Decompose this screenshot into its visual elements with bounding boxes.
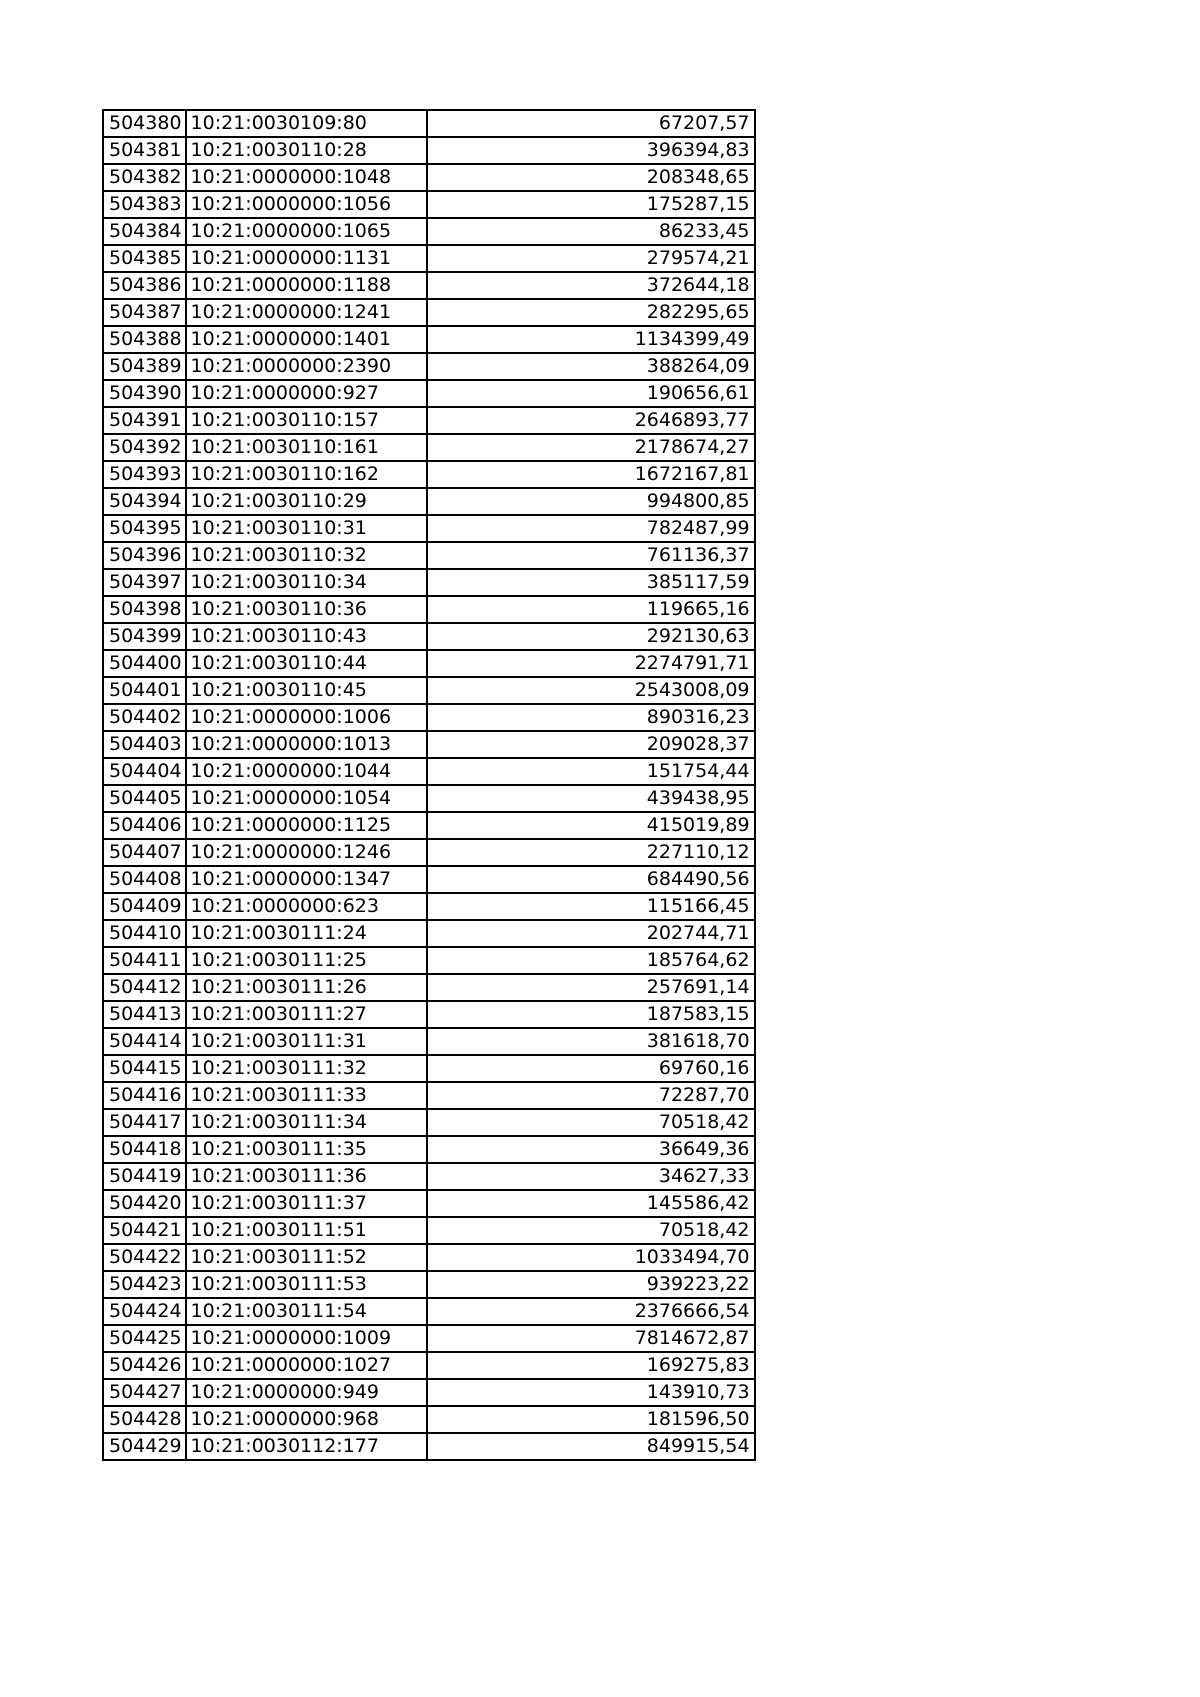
value-cell: 385117,59 <box>427 569 755 596</box>
cadastral-number-cell: 10:21:0030111:37 <box>186 1190 427 1217</box>
table-row <box>103 1055 755 1082</box>
value-cell: 439438,95 <box>427 785 755 812</box>
value-cell: 849915,54 <box>427 1433 755 1460</box>
row-number-cell: 504425 <box>103 1325 186 1352</box>
table-row <box>103 380 755 407</box>
cadastral-number-cell: 10:21:0030110:36 <box>186 596 427 623</box>
cadastral-number-cell: 10:21:0000000:1401 <box>186 326 427 353</box>
table-row <box>103 677 755 704</box>
cadastral-number-cell: 10:21:0000000:949 <box>186 1379 427 1406</box>
table-row <box>103 218 755 245</box>
row-number-cell: 504408 <box>103 866 186 893</box>
row-number-cell: 504416 <box>103 1082 186 1109</box>
row-number-cell: 504392 <box>103 434 186 461</box>
value-cell: 2543008,09 <box>427 677 755 704</box>
row-number-cell: 504420 <box>103 1190 186 1217</box>
row-number-cell: 504389 <box>103 353 186 380</box>
cadastral-number-cell: 10:21:0030112:177 <box>186 1433 427 1460</box>
table-row <box>103 299 755 326</box>
cadastral-number-cell: 10:21:0000000:1013 <box>186 731 427 758</box>
value-cell: 257691,14 <box>427 974 755 1001</box>
value-cell: 36649,36 <box>427 1136 755 1163</box>
table-row <box>103 893 755 920</box>
table-row <box>103 839 755 866</box>
table-row <box>103 1325 755 1352</box>
table-row <box>103 569 755 596</box>
cadastral-number-cell: 10:21:0000000:1048 <box>186 164 427 191</box>
value-cell: 415019,89 <box>427 812 755 839</box>
row-number-cell: 504400 <box>103 650 186 677</box>
value-cell: 1672167,81 <box>427 461 755 488</box>
value-cell: 388264,09 <box>427 353 755 380</box>
table-row <box>103 1379 755 1406</box>
table-row <box>103 785 755 812</box>
table-row <box>103 704 755 731</box>
row-number-cell: 504405 <box>103 785 186 812</box>
table-body <box>103 110 755 1460</box>
row-number-cell: 504380 <box>103 110 186 137</box>
row-number-cell: 504418 <box>103 1136 186 1163</box>
row-number-cell: 504396 <box>103 542 186 569</box>
table-row <box>103 650 755 677</box>
table-row <box>103 596 755 623</box>
row-number-cell: 504421 <box>103 1217 186 1244</box>
cadastral-number-cell: 10:21:0030111:51 <box>186 1217 427 1244</box>
row-number-cell: 504402 <box>103 704 186 731</box>
table-row <box>103 1001 755 1028</box>
row-number-cell: 504424 <box>103 1298 186 1325</box>
cadastral-number-cell: 10:21:0000000:1188 <box>186 272 427 299</box>
value-cell: 202744,71 <box>427 920 755 947</box>
cadastral-number-cell: 10:21:0030111:34 <box>186 1109 427 1136</box>
table-row <box>103 1298 755 1325</box>
value-cell: 372644,18 <box>427 272 755 299</box>
value-cell: 2376666,54 <box>427 1298 755 1325</box>
value-cell: 2274791,71 <box>427 650 755 677</box>
cadastral-number-cell: 10:21:0030110:31 <box>186 515 427 542</box>
table-row <box>103 461 755 488</box>
table-row <box>103 191 755 218</box>
table-row <box>103 110 755 137</box>
value-cell: 2646893,77 <box>427 407 755 434</box>
cadastral-number-cell: 10:21:0030111:36 <box>186 1163 427 1190</box>
row-number-cell: 504422 <box>103 1244 186 1271</box>
row-number-cell: 504406 <box>103 812 186 839</box>
cadastral-number-cell: 10:21:0000000:1009 <box>186 1325 427 1352</box>
row-number-cell: 504428 <box>103 1406 186 1433</box>
row-number-cell: 504426 <box>103 1352 186 1379</box>
table-row <box>103 1244 755 1271</box>
table-row <box>103 164 755 191</box>
cadastral-number-cell: 10:21:0030110:28 <box>186 137 427 164</box>
table-row <box>103 623 755 650</box>
value-cell: 115166,45 <box>427 893 755 920</box>
table-row <box>103 1433 755 1460</box>
row-number-cell: 504409 <box>103 893 186 920</box>
value-cell: 145586,42 <box>427 1190 755 1217</box>
cadastral-number-cell: 10:21:0030110:161 <box>186 434 427 461</box>
row-number-cell: 504429 <box>103 1433 186 1460</box>
cadastral-number-cell: 10:21:0000000:1125 <box>186 812 427 839</box>
cadastral-number-cell: 10:21:0030110:162 <box>186 461 427 488</box>
row-number-cell: 504414 <box>103 1028 186 1055</box>
table-row <box>103 1352 755 1379</box>
cadastral-number-cell: 10:21:0000000:1027 <box>186 1352 427 1379</box>
value-cell: 208348,65 <box>427 164 755 191</box>
cadastral-number-cell: 10:21:0030109:80 <box>186 110 427 137</box>
value-cell: 227110,12 <box>427 839 755 866</box>
table-row <box>103 974 755 1001</box>
table-row <box>103 137 755 164</box>
value-cell: 1134399,49 <box>427 326 755 353</box>
value-cell: 190656,61 <box>427 380 755 407</box>
cadastral-number-cell: 10:21:0030110:157 <box>186 407 427 434</box>
value-cell: 782487,99 <box>427 515 755 542</box>
value-cell: 181596,50 <box>427 1406 755 1433</box>
row-number-cell: 504391 <box>103 407 186 434</box>
row-number-cell: 504399 <box>103 623 186 650</box>
value-cell: 119665,16 <box>427 596 755 623</box>
table-row <box>103 515 755 542</box>
cadastral-number-cell: 10:21:0000000:1056 <box>186 191 427 218</box>
row-number-cell: 504397 <box>103 569 186 596</box>
row-number-cell: 504385 <box>103 245 186 272</box>
row-number-cell: 504411 <box>103 947 186 974</box>
table-row <box>103 326 755 353</box>
table-row <box>103 1109 755 1136</box>
row-number-cell: 504394 <box>103 488 186 515</box>
table-row <box>103 1136 755 1163</box>
cadastral-number-cell: 10:21:0030110:44 <box>186 650 427 677</box>
value-cell: 72287,70 <box>427 1082 755 1109</box>
row-number-cell: 504413 <box>103 1001 186 1028</box>
cadastral-number-cell: 10:21:0000000:1131 <box>186 245 427 272</box>
cadastral-number-cell: 10:21:0030111:35 <box>186 1136 427 1163</box>
table-row <box>103 1082 755 1109</box>
value-cell: 2178674,27 <box>427 434 755 461</box>
value-cell: 143910,73 <box>427 1379 755 1406</box>
cadastral-number-cell: 10:21:0000000:623 <box>186 893 427 920</box>
row-number-cell: 504395 <box>103 515 186 542</box>
value-cell: 70518,42 <box>427 1109 755 1136</box>
row-number-cell: 504412 <box>103 974 186 1001</box>
table-row <box>103 434 755 461</box>
cadastral-number-cell: 10:21:0030111:27 <box>186 1001 427 1028</box>
cadastral-number-cell: 10:21:0000000:927 <box>186 380 427 407</box>
row-number-cell: 504419 <box>103 1163 186 1190</box>
cadastral-value-table <box>102 109 756 1461</box>
value-cell: 279574,21 <box>427 245 755 272</box>
table-row <box>103 542 755 569</box>
value-cell: 1033494,70 <box>427 1244 755 1271</box>
row-number-cell: 504401 <box>103 677 186 704</box>
value-cell: 67207,57 <box>427 110 755 137</box>
cadastral-number-cell: 10:21:0000000:1054 <box>186 785 427 812</box>
table-row <box>103 758 755 785</box>
row-number-cell: 504382 <box>103 164 186 191</box>
row-number-cell: 504423 <box>103 1271 186 1298</box>
table-row <box>103 272 755 299</box>
row-number-cell: 504427 <box>103 1379 186 1406</box>
cadastral-number-cell: 10:21:0000000:1246 <box>186 839 427 866</box>
cadastral-number-cell: 10:21:0000000:1347 <box>186 866 427 893</box>
row-number-cell: 504404 <box>103 758 186 785</box>
row-number-cell: 504384 <box>103 218 186 245</box>
cadastral-number-cell: 10:21:0000000:2390 <box>186 353 427 380</box>
cadastral-number-cell: 10:21:0030111:26 <box>186 974 427 1001</box>
row-number-cell: 504410 <box>103 920 186 947</box>
value-cell: 939223,22 <box>427 1271 755 1298</box>
value-cell: 396394,83 <box>427 137 755 164</box>
value-cell: 282295,65 <box>427 299 755 326</box>
value-cell: 761136,37 <box>427 542 755 569</box>
value-cell: 70518,42 <box>427 1217 755 1244</box>
row-number-cell: 504388 <box>103 326 186 353</box>
value-cell: 187583,15 <box>427 1001 755 1028</box>
cadastral-number-cell: 10:21:0030110:29 <box>186 488 427 515</box>
value-cell: 209028,37 <box>427 731 755 758</box>
value-cell: 69760,16 <box>427 1055 755 1082</box>
value-cell: 7814672,87 <box>427 1325 755 1352</box>
row-number-cell: 504417 <box>103 1109 186 1136</box>
cadastral-number-cell: 10:21:0030110:43 <box>186 623 427 650</box>
cadastral-number-cell: 10:21:0030111:31 <box>186 1028 427 1055</box>
cadastral-number-cell: 10:21:0000000:1044 <box>186 758 427 785</box>
value-cell: 34627,33 <box>427 1163 755 1190</box>
row-number-cell: 504407 <box>103 839 186 866</box>
cadastral-number-cell: 10:21:0000000:1241 <box>186 299 427 326</box>
table-row <box>103 1406 755 1433</box>
table-row <box>103 812 755 839</box>
cadastral-number-cell: 10:21:0030110:34 <box>186 569 427 596</box>
value-cell: 151754,44 <box>427 758 755 785</box>
value-cell: 175287,15 <box>427 191 755 218</box>
table-row <box>103 1028 755 1055</box>
cadastral-number-cell: 10:21:0030110:32 <box>186 542 427 569</box>
table-row <box>103 947 755 974</box>
value-cell: 185764,62 <box>427 947 755 974</box>
row-number-cell: 504390 <box>103 380 186 407</box>
table-row <box>103 488 755 515</box>
table-row <box>103 245 755 272</box>
table-row <box>103 1271 755 1298</box>
value-cell: 169275,83 <box>427 1352 755 1379</box>
value-cell: 292130,63 <box>427 623 755 650</box>
table-row <box>103 866 755 893</box>
table-row <box>103 407 755 434</box>
row-number-cell: 504387 <box>103 299 186 326</box>
table-row <box>103 1163 755 1190</box>
value-cell: 86233,45 <box>427 218 755 245</box>
table-row <box>103 920 755 947</box>
value-cell: 381618,70 <box>427 1028 755 1055</box>
row-number-cell: 504415 <box>103 1055 186 1082</box>
cadastral-number-cell: 10:21:0030111:25 <box>186 947 427 974</box>
value-cell: 890316,23 <box>427 704 755 731</box>
cadastral-number-cell: 10:21:0030111:52 <box>186 1244 427 1271</box>
cadastral-number-cell: 10:21:0030111:32 <box>186 1055 427 1082</box>
table-row <box>103 1217 755 1244</box>
cadastral-number-cell: 10:21:0030111:33 <box>186 1082 427 1109</box>
row-number-cell: 504393 <box>103 461 186 488</box>
row-number-cell: 504381 <box>103 137 186 164</box>
row-number-cell: 504403 <box>103 731 186 758</box>
value-cell: 684490,56 <box>427 866 755 893</box>
table-row <box>103 731 755 758</box>
table-row <box>103 1190 755 1217</box>
value-cell: 994800,85 <box>427 488 755 515</box>
cadastral-number-cell: 10:21:0000000:968 <box>186 1406 427 1433</box>
cadastral-number-cell: 10:21:0030111:24 <box>186 920 427 947</box>
cadastral-number-cell: 10:21:0030111:53 <box>186 1271 427 1298</box>
table-row <box>103 353 755 380</box>
row-number-cell: 504386 <box>103 272 186 299</box>
cadastral-number-cell: 10:21:0000000:1006 <box>186 704 427 731</box>
cadastral-number-cell: 10:21:0030111:54 <box>186 1298 427 1325</box>
cadastral-number-cell: 10:21:0030110:45 <box>186 677 427 704</box>
row-number-cell: 504398 <box>103 596 186 623</box>
cadastral-number-cell: 10:21:0000000:1065 <box>186 218 427 245</box>
row-number-cell: 504383 <box>103 191 186 218</box>
